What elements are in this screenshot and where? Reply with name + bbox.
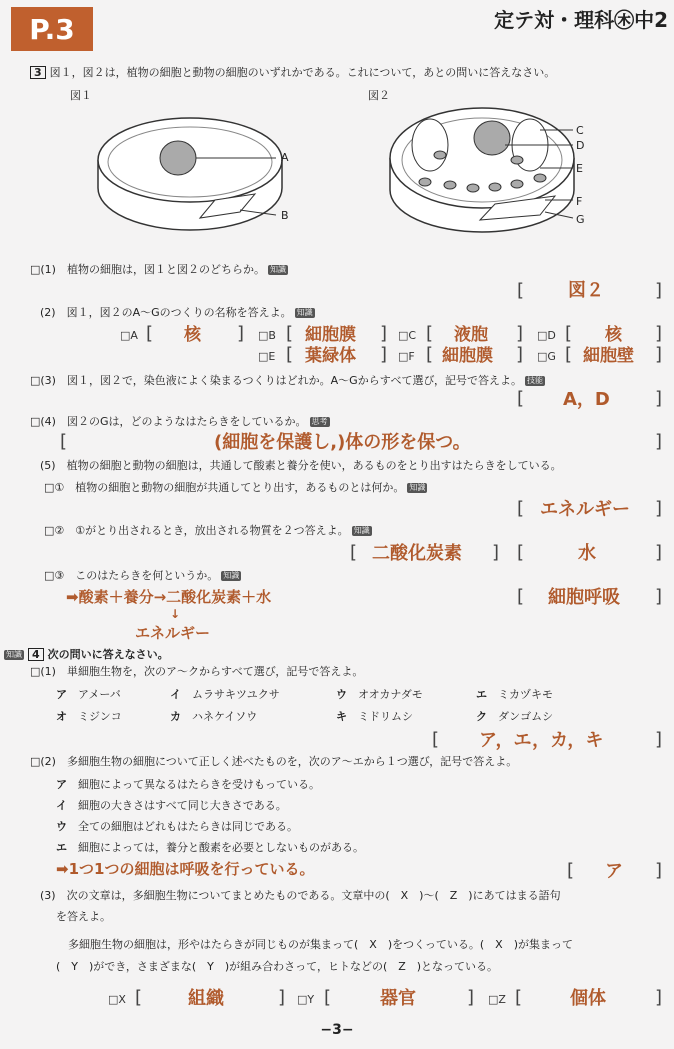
q4-sub3-question-line1: (3) 次の文章は，多細胞生物についてまとめたものである。文章中の( X )～( Z )にあてはまる語句 <box>40 889 561 902</box>
q3-intro-text: 図１，図２は，植物の細胞と動物の細胞のいずれかである。これについて，あとの問いに答えなさい。 <box>49 66 556 79</box>
bracket-open: [ <box>135 987 143 1008</box>
item-e-answer: 葉緑体 <box>305 346 356 366</box>
q3-sub5-question: (5) 植物の細胞と動物の細胞は，共通して酸素と養分を使い，あるものをとり出すはたらきをしている。 <box>40 459 562 472</box>
q4-sub2-option-e <box>56 842 364 853</box>
q3-sub5-2-text: □② ①がとり出されるとき，放出される物質を２つ答えよ。 <box>44 524 349 537</box>
option-key: ア <box>56 778 67 791</box>
q4-sub3-paragraph-line1: 多細胞生物の細胞は，形やはたらきが同じものが集まって( X )をつくっている。( X )が集まって <box>68 938 574 951</box>
page-title: 定テ対・理科㊍中2 <box>494 8 668 32</box>
bracket-open: [ <box>146 323 154 344</box>
thinking-tag: 思考 <box>311 417 328 426</box>
bracket-close: ] <box>655 987 663 1008</box>
q4-intro-text: 次の問いに答えなさい。 <box>47 648 169 661</box>
q4-sub1-answer: ア，エ，カ，キ <box>479 730 604 751</box>
option-value: 全ての細胞はどれもはたらきは同じである。 <box>78 820 298 833</box>
option-value: ハネケイソウ <box>192 710 258 723</box>
label-f: F <box>576 195 583 208</box>
bracket-open: [ <box>565 344 573 365</box>
item-y-answer: 器官 <box>380 988 416 1009</box>
q3-sub5-2-answer2: 水 <box>578 543 596 564</box>
bracket-close: ] <box>467 987 475 1008</box>
q4-sub3-paragraph-line2: ( Y )ができ，さまざまな( Y )が組み合わさって，ヒトなどの( Z )となっている。 <box>56 960 499 973</box>
option-key: ア <box>56 688 67 701</box>
q4-intro <box>4 648 169 661</box>
bracket-close: ] <box>492 542 500 563</box>
option-value: ミカヅキモ <box>498 688 553 701</box>
bracket-open: [ <box>350 542 358 563</box>
knowledge-tag: 知識 <box>296 308 313 317</box>
knowledge-tag: 知識 <box>6 650 22 659</box>
item-z-label[interactable]: □Z <box>488 993 506 1006</box>
knowledge-tag: 知識 <box>223 571 240 580</box>
fig1-animal-cell <box>80 100 310 240</box>
option-ka <box>170 711 257 722</box>
item-x-answer: 組織 <box>188 988 224 1009</box>
item-b-answer: 細胞膜 <box>305 325 356 345</box>
item-y-label[interactable]: □Y <box>297 993 315 1006</box>
bracket-open: [ <box>286 323 294 344</box>
option-value: 細胞によって異なるはたらきを受けもっている。 <box>78 778 320 791</box>
option-u <box>336 689 423 700</box>
q3-sub5-3-question <box>44 570 241 581</box>
q4-sub2-option-u <box>56 821 298 832</box>
label-d: D <box>576 139 585 152</box>
q3-number: 3 <box>30 66 46 79</box>
q3-sub5-3-answer: 細胞呼吸 <box>548 587 620 608</box>
label-c: C <box>576 124 584 137</box>
q4-sub2-question: □(2) 多細胞生物の細胞について正しく述べたものを，次のア～エから１つ選び，記号で答えよ。 <box>30 755 518 768</box>
bracket-close: ] <box>655 542 663 563</box>
page-number: −3− <box>320 1022 354 1038</box>
option-ku <box>476 711 553 722</box>
q3-sub3-answer: A，D <box>563 389 610 410</box>
q3-sub4-question <box>30 416 330 427</box>
bracket-open: [ <box>517 498 525 519</box>
label-b: B <box>281 209 289 222</box>
item-f-answer: 細胞膜 <box>442 346 493 366</box>
option-key: ク <box>476 710 487 723</box>
option-value: 細胞によっては，養分と酸素を必要としないものがある。 <box>78 841 364 854</box>
bracket-close: ] <box>380 344 388 365</box>
knowledge-tag: 知識 <box>353 526 370 535</box>
item-c-answer: 液胞 <box>454 325 488 345</box>
item-x-label[interactable]: □X <box>108 993 126 1006</box>
q3-sub1-text: □(1) 植物の細胞は，図１と図２のどちらか。 <box>30 263 265 276</box>
option-value: 細胞の大きさはすべて同じ大きさである。 <box>78 799 287 812</box>
down-arrow-icon: ↓ <box>170 607 181 621</box>
q3-sub4-text: □(4) 図２のGは，どのようなはたらきをしているか。 <box>30 415 307 428</box>
item-z-answer: 個体 <box>570 988 606 1009</box>
bracket-open: [ <box>60 431 68 452</box>
bracket-close: ] <box>380 323 388 344</box>
q3-sub1-question <box>30 264 288 275</box>
option-key: イ <box>56 799 67 812</box>
option-key: エ <box>56 841 67 854</box>
energy-note: エネルギー <box>135 624 211 642</box>
knowledge-tag: 知識 <box>409 483 426 492</box>
bracket-close: ] <box>655 323 663 344</box>
option-value: オオカナダモ <box>358 688 423 701</box>
page-label: P.3 <box>11 7 93 51</box>
q3-sub4-answer: (細胞を保護し,)体の形を保つ。 <box>214 432 471 453</box>
q4-sub2-answer: ア <box>605 861 623 882</box>
option-ki <box>336 711 413 722</box>
label-g: G <box>576 213 585 226</box>
bracket-open: [ <box>517 586 525 607</box>
bracket-open: [ <box>567 860 575 881</box>
bracket-open: [ <box>324 987 332 1008</box>
item-a-answer: 核 <box>184 325 201 345</box>
item-d-answer: 核 <box>605 325 622 345</box>
bracket-close: ] <box>655 280 663 301</box>
bracket-open: [ <box>426 344 434 365</box>
q3-sub2-text: (2) 図１，図２のA～Gのつくりの名称を答えよ。 <box>40 306 292 319</box>
bracket-close: ] <box>655 860 663 881</box>
bracket-open: [ <box>517 388 525 409</box>
q4-sub3-question-line2: を答えよ。 <box>56 910 111 923</box>
bracket-close: ] <box>516 323 524 344</box>
option-value: ミジンコ <box>78 710 122 723</box>
fig1-label: 図１ <box>70 89 92 102</box>
q4-sub1-question: □(1) 単細胞生物を，次のア～クからすべて選び，記号で答えよ。 <box>30 665 364 678</box>
bracket-open: [ <box>286 344 294 365</box>
item-c-label[interactable]: □C <box>398 329 417 342</box>
q3-sub3-text: □(3) 図１，図２で，染色液によく染まるつくりはどれか。A～Gからすべて選び，記号で答えよ。 <box>30 374 523 387</box>
q3-sub3-question <box>30 375 545 386</box>
option-e <box>476 689 553 700</box>
item-g-label[interactable]: □G <box>537 350 556 363</box>
item-e-label[interactable]: □E <box>258 350 276 363</box>
option-value: ムラサキツユクサ <box>192 688 280 701</box>
bracket-close: ] <box>278 987 286 1008</box>
option-key: オ <box>56 710 67 723</box>
bracket-close: ] <box>655 586 663 607</box>
q3-sub5-2-question <box>44 525 372 536</box>
item-b-label[interactable]: □B <box>258 329 276 342</box>
bracket-open: [ <box>517 280 525 301</box>
option-key: イ <box>170 688 181 701</box>
option-key: キ <box>336 710 347 723</box>
option-value: ミドリムシ <box>358 710 413 723</box>
bracket-close: ] <box>655 344 663 365</box>
fig2-plant-cell <box>385 100 585 240</box>
bracket-close: ] <box>516 344 524 365</box>
knowledge-tag: 知識 <box>269 265 286 274</box>
item-f-label[interactable]: □F <box>398 350 415 363</box>
q4-number: 4 <box>28 648 44 661</box>
option-value: ダンゴムシ <box>498 710 554 723</box>
q3-sub5-1-text: □① 植物の細胞と動物の細胞が共通してとり出す，あるものとは何か。 <box>44 481 405 494</box>
bracket-close: ] <box>655 729 663 750</box>
q3-sub5-3-text: □③ このはたらきを何というか。 <box>44 569 219 582</box>
bracket-close: ] <box>237 323 245 344</box>
option-key: ウ <box>56 820 67 833</box>
fig2-label: 図２ <box>368 89 390 102</box>
q3-intro <box>30 66 555 79</box>
q3-sub1-answer: 図２ <box>568 280 604 301</box>
option-i <box>170 689 280 700</box>
option-key: ウ <box>336 688 347 701</box>
respiration-equation: ➡酸素＋養分→二酸化炭素＋水 <box>66 588 272 606</box>
label-e: E <box>576 162 583 175</box>
option-key: エ <box>476 688 487 701</box>
q3-sub5-1-question <box>44 482 427 493</box>
item-d-label[interactable]: □D <box>537 329 556 342</box>
q3-sub2-question <box>40 307 315 318</box>
option-a <box>56 689 121 700</box>
bracket-open: [ <box>565 323 573 344</box>
option-key: カ <box>170 710 181 723</box>
q4-sub2-note: ➡1つ1つの細胞は呼吸を行っている。 <box>56 860 315 878</box>
bracket-close: ] <box>655 431 663 452</box>
item-a-label[interactable]: □A <box>120 329 138 342</box>
q3-sub5-1-answer: エネルギー <box>540 499 630 520</box>
bracket-close: ] <box>655 498 663 519</box>
option-o <box>56 711 122 722</box>
q4-sub2-option-i <box>56 800 287 811</box>
bracket-open: [ <box>515 987 523 1008</box>
bracket-open: [ <box>432 729 440 750</box>
bracket-open: [ <box>426 323 434 344</box>
bracket-open: [ <box>517 542 525 563</box>
item-g-answer: 細胞壁 <box>583 346 634 366</box>
bracket-close: ] <box>655 388 663 409</box>
label-a: A <box>281 151 289 164</box>
option-value: アメーバ <box>78 688 121 701</box>
skill-tag: 技能 <box>527 376 544 385</box>
q4-sub2-option-a <box>56 779 320 790</box>
q3-sub5-2-answer1: 二酸化炭素 <box>372 543 462 564</box>
